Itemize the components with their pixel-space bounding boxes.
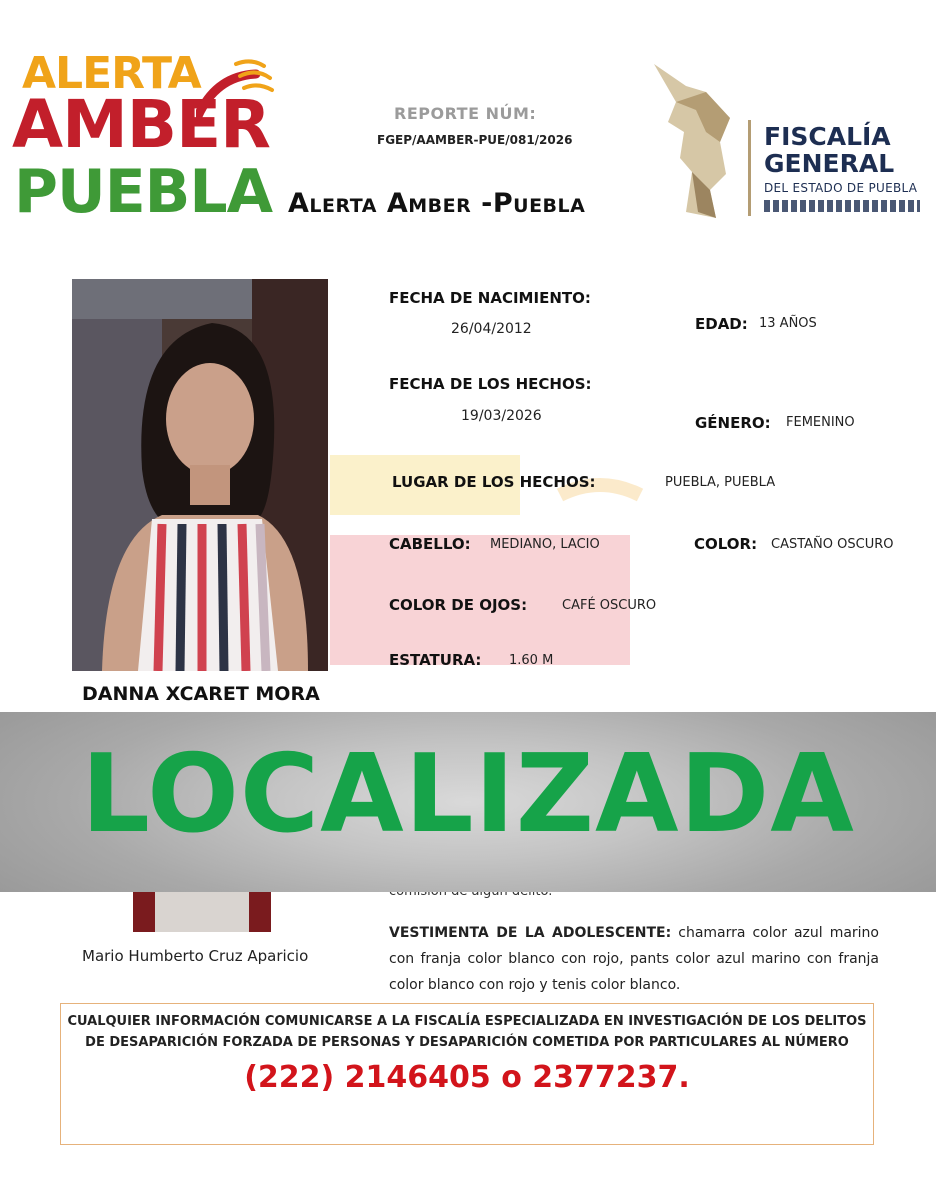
clothing-label: VESTIMENTA DE LA ADOLESCENTE: (389, 925, 672, 941)
place-value: PUEBLA, PUEBLA (665, 475, 776, 490)
alerta-amber-logo (12, 48, 273, 232)
logo-line-alerta: ALERTA (22, 48, 201, 99)
fiscalia-title-line2: GENERAL (764, 149, 895, 178)
hair-color-label: COLOR: (694, 535, 758, 553)
clothing-text: chamarra color azul marino con franja color blanco con rojo, pants color azul marino con franja color blanco con rojo y tenis color blanco. (389, 925, 879, 993)
report-number: FGEP/AAMBER-PUE/081/2026 (377, 133, 573, 147)
hair-value: MEDIANO, LACIO (490, 537, 600, 552)
gender-value: FEMENINO (786, 415, 855, 430)
age-label: EDAD: (695, 315, 748, 333)
event-date-label: FECHA DE LOS HECHOS: (389, 375, 592, 393)
gender-label: GÉNERO: (695, 414, 771, 432)
hair-color-value: CASTAÑO OSCURO (771, 537, 894, 552)
clothing-description (389, 920, 879, 998)
second-person-name: Mario Humberto Cruz Aparicio (82, 947, 309, 965)
fiscalia-emblem-icon (646, 62, 746, 220)
birth-date-value: 26/04/2012 (451, 321, 532, 337)
fiscalia-divider (748, 120, 751, 216)
document-title: Alerta Amber -Puebla (288, 188, 586, 219)
report-number-label: REPORTE NÚM: (394, 104, 537, 123)
eye-color-value: CAFÉ OSCURO (562, 598, 657, 613)
height-value: 1.60 M (509, 653, 554, 668)
contact-text-line2: DE DESAPARICIÓN FORZADA DE PERSONAS Y DESAPARICIÓN COMETIDA POR PARTICULARES AL NÚMERO (85, 1035, 849, 1050)
fiscalia-title-line1: FISCALÍA (764, 122, 891, 151)
age-value: 13 AÑOS (759, 316, 817, 331)
birth-date-label: FECHA DE NACIMIENTO: (389, 289, 591, 307)
logo-line-amber: AMBER (12, 86, 270, 163)
event-date-value: 19/03/2026 (461, 408, 542, 424)
contact-text-line1: CUALQUIER INFORMACIÓN COMUNICARSE A LA FISCALÍA ESPECIALIZADA EN INVESTIGACIÓN DE LOS DELITOS (67, 1014, 867, 1029)
status-banner-text: LOCALIZADA (81, 732, 855, 857)
fiscalia-subtitle: DEL ESTADO DE PUEBLA (764, 181, 918, 195)
contact-phone: (222) 2146405 o 2377237. (244, 1060, 690, 1095)
logo-waves-icon (196, 56, 276, 126)
person-name: DANNA XCARET MORA (82, 683, 320, 705)
height-label: ESTATURA: (389, 651, 482, 669)
logo-line-puebla: PUEBLA (14, 157, 273, 227)
hair-label: CABELLO: (389, 535, 471, 553)
place-label: LUGAR DE LOS HECHOS: (392, 473, 596, 491)
fiscalia-pattern (764, 200, 920, 212)
eye-color-label: COLOR DE OJOS: (389, 596, 528, 614)
person-photo (72, 279, 328, 671)
